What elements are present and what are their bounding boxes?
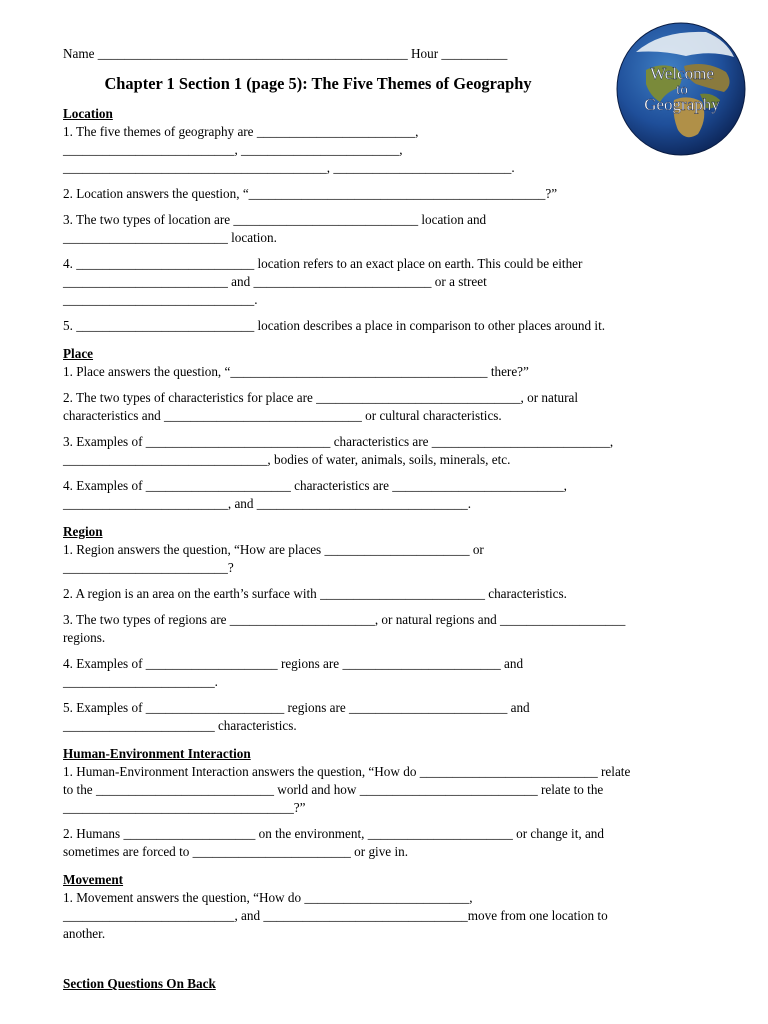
name-hour-line[interactable]: Name _______________________________________________ Hour __________ bbox=[63, 46, 508, 61]
region-question-3 bbox=[63, 611, 723, 647]
place-heading: Place bbox=[63, 346, 94, 361]
region-heading: Region bbox=[63, 524, 103, 539]
question-line: _____________________________. bbox=[63, 292, 258, 307]
movement-question-1 bbox=[63, 889, 723, 943]
logo-text-welcome: Welcome bbox=[650, 64, 714, 83]
page-title: Chapter 1 Section 1 (page 5): The Five Themes of Geography bbox=[104, 74, 532, 93]
region-question-4 bbox=[63, 655, 723, 691]
location-question-3 bbox=[63, 211, 723, 247]
region-question-1 bbox=[63, 541, 723, 577]
question-line: ________________________________________, ___________________________. bbox=[63, 160, 515, 175]
question-line: another. bbox=[63, 926, 106, 941]
question-line: 4. ___________________________ location refers to an exact place on earth. This could be either bbox=[63, 256, 583, 271]
question-line: _________________________, and ________________________________. bbox=[63, 496, 472, 511]
question-line: 3. The two types of location are ____________________________ location and bbox=[63, 212, 487, 227]
location-question-2: 2. Location answers the question, “_____________________________________________?” bbox=[63, 186, 558, 201]
section-questions-note: Section Questions On Back bbox=[63, 976, 216, 991]
question-line: _______________________. bbox=[63, 674, 218, 689]
hei-heading: Human-Environment Interaction bbox=[63, 746, 251, 761]
question-line: 1. Region answers the question, “How are places ______________________ or bbox=[63, 542, 484, 557]
question-line: 2. Humans ____________________ on the environment, ______________________ or change it, and bbox=[63, 826, 604, 841]
question-line: 4. Examples of ______________________ characteristics are __________________________, bbox=[63, 478, 567, 493]
place-question-2 bbox=[63, 389, 723, 425]
question-line: _________________________ location. bbox=[63, 230, 277, 245]
movement-heading: Movement bbox=[63, 872, 124, 887]
question-line: 3. Examples of ____________________________ characteristics are ___________________________, bbox=[63, 434, 614, 449]
question-line: sometimes are forced to ________________________ or give in. bbox=[63, 844, 409, 859]
worksheet bbox=[63, 45, 723, 993]
question-line: 2. The two types of characteristics for place are _______________________________, or natural bbox=[63, 390, 579, 405]
logo-text-geography: Geography bbox=[644, 95, 720, 114]
question-line: 5. Examples of _____________________ regions are ________________________ and bbox=[63, 700, 530, 715]
location-heading: Location bbox=[63, 106, 113, 121]
location-question-5: 5. ___________________________ location describes a place in comparison to other places around it. bbox=[63, 318, 606, 333]
question-line: 4. Examples of ____________________ regions are ________________________ and bbox=[63, 656, 524, 671]
hei-question-1 bbox=[63, 763, 723, 817]
location-question-1 bbox=[63, 123, 723, 177]
question-line: __________________________, ________________________, bbox=[63, 142, 403, 157]
question-line: _______________________ characteristics. bbox=[63, 718, 297, 733]
location-question-4 bbox=[63, 255, 723, 309]
hei-question-2 bbox=[63, 825, 723, 861]
question-line: to the ___________________________ world and how ___________________________ relate to the bbox=[63, 782, 604, 797]
question-line: ___________________________________?” bbox=[63, 800, 306, 815]
question-line: 1. The five themes of geography are ________________________, bbox=[63, 124, 419, 139]
question-line: __________________________, and _______________________________move from one location to bbox=[63, 908, 608, 923]
place-question-4 bbox=[63, 477, 723, 513]
logo-text-to: to bbox=[676, 82, 688, 98]
region-question-2: 2. A region is an area on the earth’s surface with _________________________ characteristics. bbox=[63, 586, 567, 601]
question-line: 1. Human-Environment Interaction answers the question, “How do ___________________________ relate bbox=[63, 764, 631, 779]
region-question-5 bbox=[63, 699, 723, 735]
question-line: 3. The two types of regions are ______________________, or natural regions and ___________________ bbox=[63, 612, 626, 627]
question-line: _________________________? bbox=[63, 560, 234, 575]
question-line: characteristics and ______________________________ or cultural characteristics. bbox=[63, 408, 502, 423]
question-line: _______________________________, bodies of water, animals, soils, minerals, etc. bbox=[63, 452, 511, 467]
question-line: 1. Movement answers the question, “How do _________________________, bbox=[63, 890, 473, 905]
place-question-3 bbox=[63, 433, 723, 469]
question-line: regions. bbox=[63, 630, 106, 645]
place-question-1: 1. Place answers the question, “_______________________________________ there?” bbox=[63, 364, 529, 379]
question-line: _________________________ and ___________________________ or a street bbox=[63, 274, 487, 289]
